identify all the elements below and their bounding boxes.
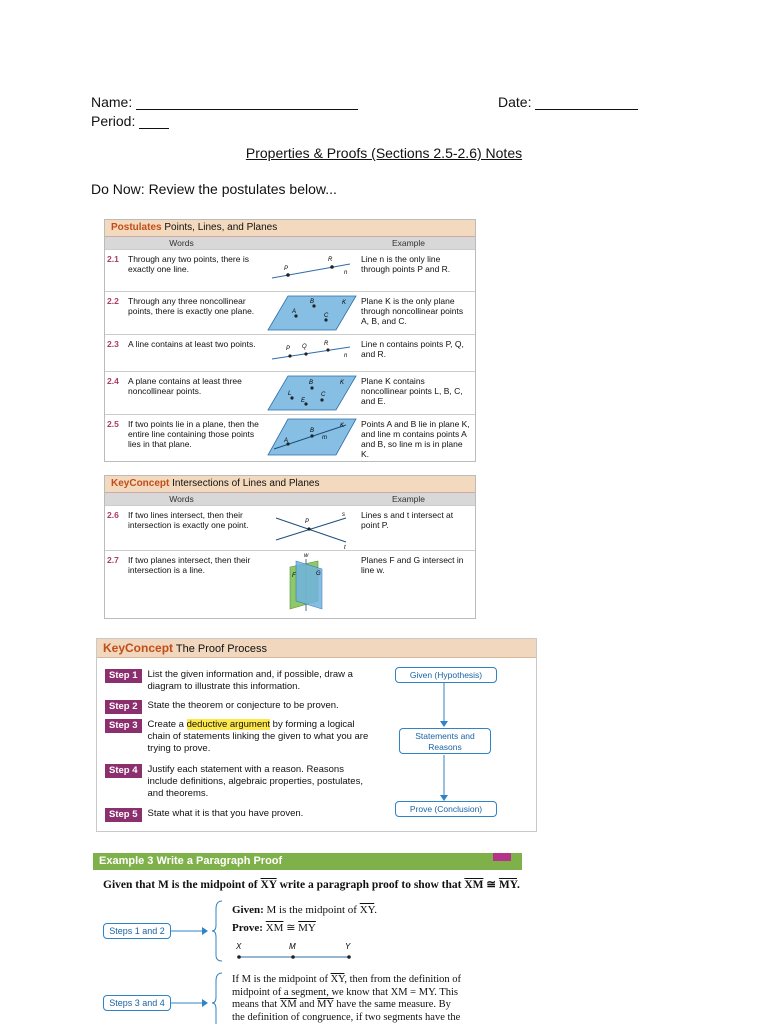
postulates-box <box>104 219 476 462</box>
intersections-tag: KeyConcept <box>111 478 170 489</box>
svg-text:A: A <box>292 309 297 315</box>
svg-text:E: E <box>301 398 306 404</box>
plane-line-figure <box>266 415 358 461</box>
svg-text:P: P <box>305 519 310 525</box>
svg-text:s: s <box>342 512 345 518</box>
intersection-row: 2.6 If two lines intersect, then their intersection is exactly one point. P s t Lines s and t intersect at point P. <box>105 505 475 550</box>
period-label: Period: <box>91 113 136 129</box>
date-blank[interactable] <box>535 97 638 110</box>
postulates-tag: Postulates <box>111 222 162 233</box>
svg-text:R: R <box>324 341 329 347</box>
example3-brackets <box>168 895 228 1024</box>
date-label: Date: <box>498 94 532 110</box>
proof-process-tag: KeyConcept <box>103 641 174 655</box>
proof-process-box <box>96 638 537 832</box>
svg-text:B: B <box>309 380 314 386</box>
example3-header: Example 3 Write a Paragraph Proof <box>93 853 522 870</box>
svg-text:A: A <box>284 438 289 444</box>
svg-text:F: F <box>292 573 296 579</box>
svg-text:C: C <box>321 392 326 398</box>
col-words: Words <box>169 238 194 248</box>
segment-xy-figure <box>232 940 362 964</box>
proof-process-heading: The Proof Process <box>175 643 267 655</box>
postulate-row: 2.4 A plane contains at least three noncollinear points. L B C E K Plane K contains noncollinear points L, B, C, and E. <box>105 371 475 414</box>
line-figure <box>266 250 358 291</box>
do-now: Do Now: Review the postulates below... <box>91 181 337 197</box>
flow-prove: Prove (Conclusion) <box>395 801 497 817</box>
intersections-heading: Intersections of Lines and Planes <box>172 478 320 489</box>
col-example: Example <box>391 238 426 248</box>
svg-text:R: R <box>328 257 333 263</box>
proof-step: Step 5 State what it is that you have proven. <box>105 808 373 822</box>
prove-line: Prove: $\overline{XM}$ ≅ $\overline{MY}$ <box>232 922 316 934</box>
svg-text:B: B <box>310 299 315 305</box>
postulates-column-headers <box>105 237 475 249</box>
svg-text:w: w <box>304 553 309 559</box>
svg-text:B: B <box>310 428 315 434</box>
svg-text:X: X <box>236 942 242 951</box>
steps-1-2-label: Steps 1 and 2 <box>103 923 171 939</box>
name-blank[interactable] <box>136 97 358 110</box>
proof-step: Step 2 State the theorem or conjecture to be proven. <box>105 700 373 714</box>
postulate-row: 2.3 A line contains at least two points. P Q R n Line n contains points P, Q, and R. <box>105 334 475 371</box>
proof-step: Step 4 Justify each statement with a reason. Reasons include definitions, algebraic properties, postulates, and theorems. <box>105 764 373 800</box>
intersecting-planes-figure <box>266 551 358 617</box>
postulates-heading: Points, Lines, and Planes <box>164 222 278 233</box>
steps-3-4-label: Steps 3 and 4 <box>103 995 171 1011</box>
example3-badge <box>493 853 511 861</box>
svg-text:K: K <box>340 423 345 429</box>
example3-prompt: Given that M is the midpoint of $\overline{XY}$ write a paragraph proof to show that $\overline{XM}$ ≅ $\overline{MY}$. <box>103 879 520 891</box>
svg-text:K: K <box>340 380 345 386</box>
svg-text:n: n <box>344 353 348 359</box>
intersecting-lines-figure <box>266 506 358 550</box>
date-field <box>498 94 638 110</box>
postulate-row: 2.1 Through any two points, there is exactly one line. P R n Line n is the only line through points P and R. <box>105 249 475 291</box>
svg-text:C: C <box>324 313 329 319</box>
intersections-header <box>105 476 475 493</box>
period-field <box>91 113 169 129</box>
svg-text:G: G <box>316 571 321 577</box>
svg-text:P: P <box>286 346 291 352</box>
name-label: Name: <box>91 94 133 110</box>
flow-given: Given (Hypothesis) <box>395 667 497 683</box>
period-blank[interactable] <box>139 116 169 129</box>
page-title: Properties & Proofs (Sections 2.5-2.6) Notes <box>245 145 523 161</box>
intersections-column-headers: Words Example <box>105 493 475 505</box>
plane-figure <box>266 292 358 334</box>
svg-text:P: P <box>284 266 289 272</box>
line-figure <box>266 335 358 371</box>
postulate-row: 2.5 If two points lie in a plane, then the entire line containing those points lies in that plane. A B m K Points A and B lie in plane K, and line m contains points A and B, so line m is in plane K. <box>105 414 475 461</box>
given-line: Given: M is the midpoint of $\overline{XY}$. <box>232 904 377 916</box>
svg-text:m: m <box>322 435 327 441</box>
intersections-box <box>104 475 476 619</box>
svg-text:K: K <box>342 300 347 306</box>
proof-step: Step 1 List the given information and, if possible, draw a diagram to illustrate this information. <box>105 669 373 693</box>
svg-text:M: M <box>289 942 296 951</box>
svg-text:Q: Q <box>302 344 307 350</box>
highlighted-term: deductive argument <box>186 719 271 730</box>
postulates-header <box>105 220 475 237</box>
proof-step: Step 3 Create a deductive argument by forming a logical chain of statements linking the given to what you are trying to prove. <box>105 719 373 755</box>
plane-figure <box>266 372 358 414</box>
flow-statements: Statements and Reasons <box>399 728 491 754</box>
svg-text:L: L <box>288 391 292 397</box>
postulate-row: 2.2 Through any three noncollinear points, there is exactly one plane. A B C K Plane K is the only plane through noncollinear points A, B, and C. <box>105 291 475 334</box>
intersection-row: 2.7 If two planes intersect, then their intersection is a line. w F G Planes F and G intersect in line w. <box>105 550 475 617</box>
proof-paragraph: If M is the midpoint of $\overline{XY}$, then from the definition of midpoint of a segment, we know that XM = MY. This means that $\overline{XM}$ and $\overline{MY}$ have the same measure. By the definition of congruence, if two segments have the <box>232 974 462 1023</box>
name-field <box>91 94 358 110</box>
svg-text:n: n <box>344 270 348 276</box>
svg-text:t: t <box>344 545 346 550</box>
svg-text:Y: Y <box>345 942 351 951</box>
